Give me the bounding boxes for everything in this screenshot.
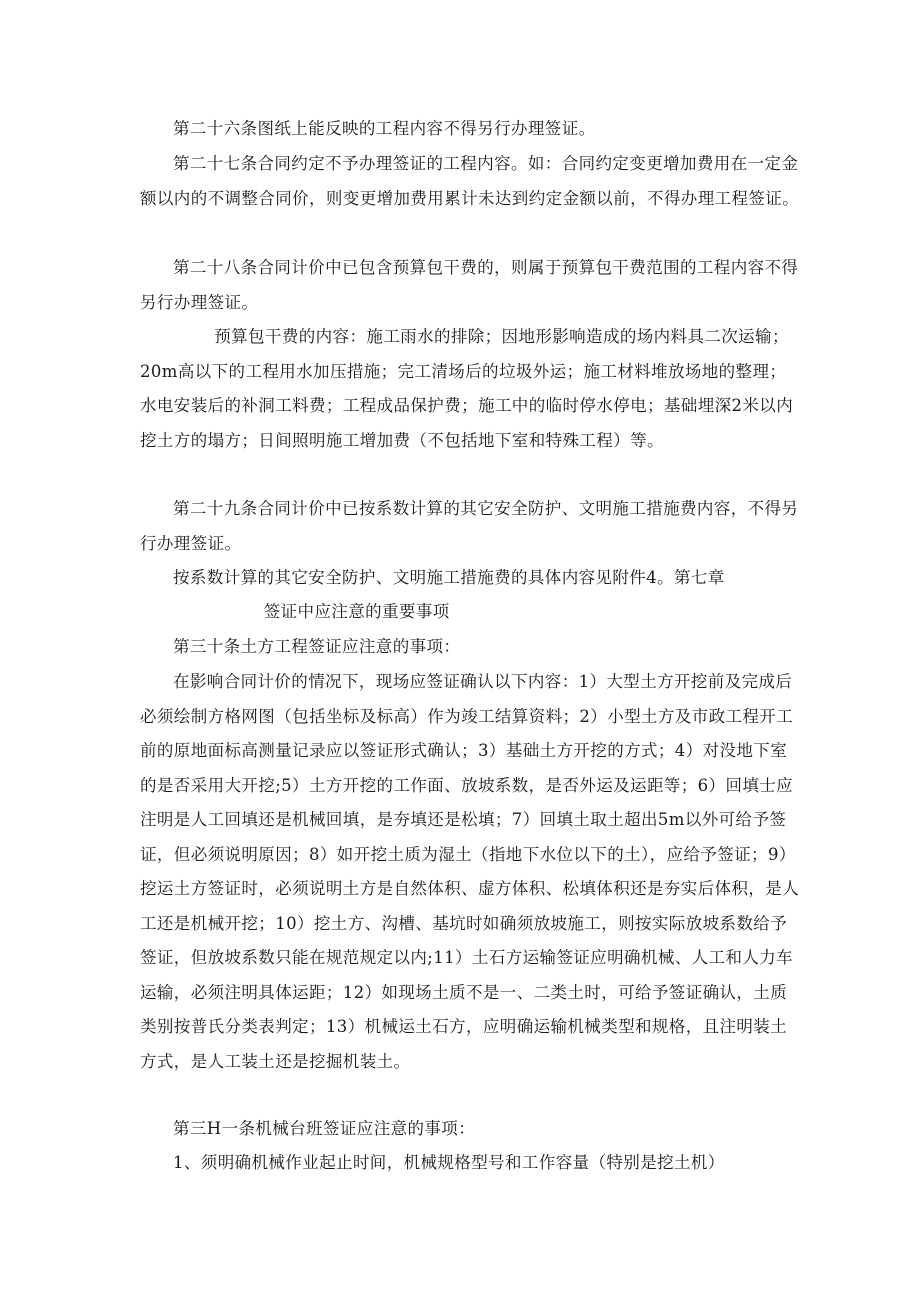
article-31-item-1: 1、须明确机械作业起止时间，机械规格型号和工作容量（特别是挖土机） bbox=[173, 1153, 725, 1172]
article-29: 第二十九条合同计价中已按系数计算的其它安全防护、文明施工措施费内容，不得另行办理签证。 bbox=[140, 499, 799, 553]
article-31: 第三H一条机械台班签证应注意的事项： bbox=[173, 1119, 476, 1138]
chapter-7-title: 签证中应注意的重要事项 bbox=[263, 602, 450, 621]
article-28: 第二十八条合同计价中已包含预算包干费的，则属于预算包干费范围的工程内容不得另行办理签证。 bbox=[140, 258, 799, 312]
budget-contract-fee-content: 预算包干费的内容：施工雨水的排除；因地形影响造成的场内料具二次运输；20m高以下的工程用水加压措施；完工清场后的垃圾外运；施工材料堆放场地的整理；水电安装后的补洞工料费；工程成品保护费；施工中的临时停水停电；基础埋深2米以内挖土方的塌方；日间照明施工增加费（不包括地下室和特殊工程）等。 bbox=[140, 327, 794, 450]
annex-reference: 按系数计算的其它安全防护、文明施工措施费的具体内容见附件4。第七章 bbox=[173, 568, 725, 587]
article-26: 第二十六条图纸上能反映的工程内容不得另行办理签证。 bbox=[173, 119, 596, 138]
article-27: 第二十七条合同约定不予办理签证的工程内容。如：合同约定变更增加费用在一定金额以内的不调整合同价，则变更增加费用累计未达到约定金额以前，不得办理工程签证。 bbox=[140, 154, 800, 208]
article-30: 第三十条土方工程签证应注意的事项： bbox=[173, 637, 461, 656]
earthwork-visa-items: 在影响合同计价的情况下，现场应签证确认以下内容：1）大型土方开挖前及完成后必须绘制方格网图（包括坐标及标高）作为竣工结算资料；2）小型土方及市政工程开工前的原地面标高测量记录应以签证形式确认；3）基础土方开挖的方式；4）对没地下室的是否采用大开挖;5）土方开挖的工作面、放坡系数，是否外运及运距等；6）回填士应注明是人工回填还是机械回填，是夯填还是松填；7）回填土取土超出5m以外可给予签证，但必须说明原因；8）如开挖土质为湿土（指地下水位以下的土），应给予签证；9）挖运土方签证时，必须说明土方是自然体积、虚方体积、松填体积还是夯实后体积，是人工还是机械开挖；10）挖土方、沟槽、基坑时如确须放坡施工，则按实际放坡系数给予签证，但放坡系数只能在规范规定以内;11）土石方运输签证应明确机械、人工和人力车运输，必须注明具体运距；12）如现场土质不是一、二类土时，可给予签证确认，土质类别按普氏分类表判定；13）机械运土石方，应明确运输机械类型和规格，且注明装土方式，是人工装土还是挖掘机装土。 bbox=[140, 672, 800, 1071]
